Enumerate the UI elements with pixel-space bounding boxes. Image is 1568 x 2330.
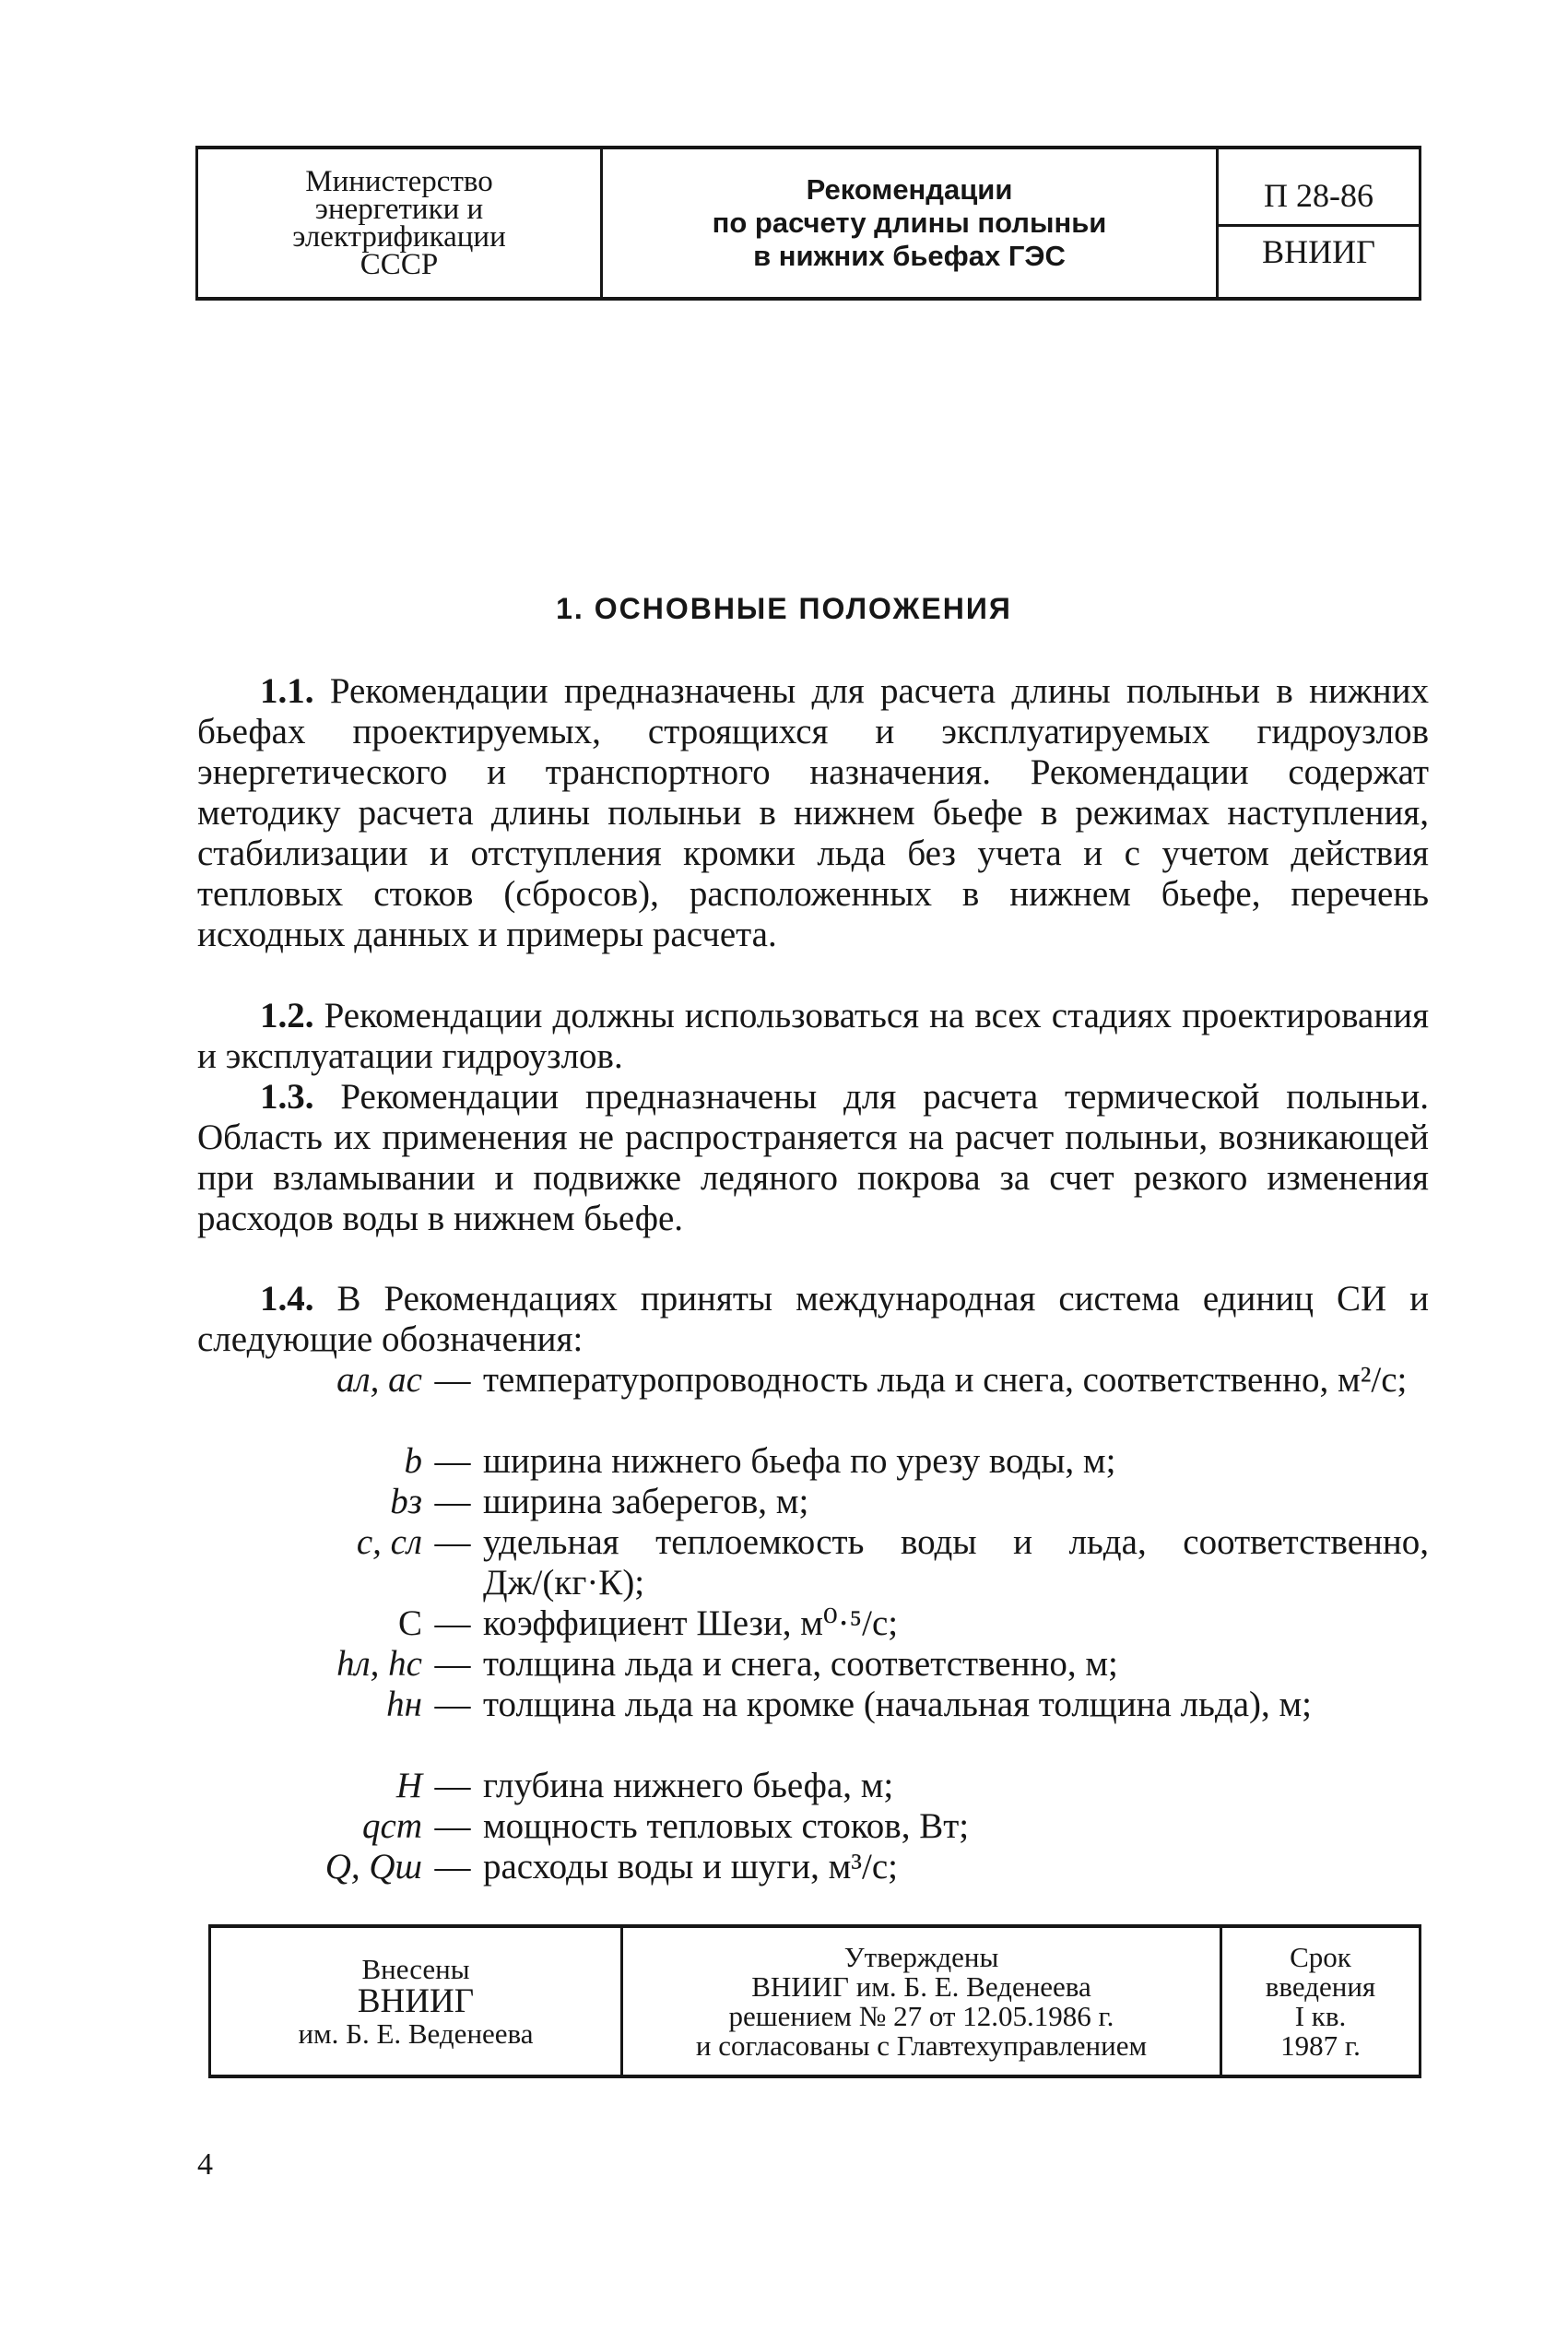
submitted-cell [208, 1928, 623, 2075]
footer-table [208, 1924, 1421, 2078]
approved-cell [623, 1928, 1222, 2075]
document-code: П 28-86 [1219, 176, 1419, 227]
document-code-cell [1219, 149, 1421, 297]
paragraph-text: Рекомендации предназначены для расчета длины полыньи в нижних бьефах проектируемых, строящихся и эксплуатируемых гидроузлов энергетического и транспортного назначения. Рекомендации содержат методику расчета длины полыньи в нижнем бьефе в режимах наступления, стабилизации и отступления кромки льда без учета и с учетом действия тепловых стоков (сбросов), расположенных в нижнем бьефе, перечень исходных данных и примеры расчета. [197, 671, 1429, 954]
ministry-line: Министерство [305, 165, 493, 198]
symbol-description: мощность тепловых стоков, Вт; [483, 1806, 970, 1846]
dash: — [434, 1360, 471, 1400]
paragraph-text: Рекомендации предназначены для расчета термической полыньи. Область их применения не распространяется на расчет полыньи, возникающей при взламывании и подвижке ледяного покрова за счет резкого изменения расходов воды в нижнем бьефе. [197, 1077, 1430, 1238]
symbol: H [395, 1766, 422, 1805]
ministry-line: электрификации [292, 220, 506, 254]
dash: — [434, 1847, 471, 1886]
paragraph-text: В Рекомендациях приняты международная система единиц СИ и следующие обозначения: [197, 1279, 1429, 1359]
document-title-line: в нижних бьефах ГЭС [753, 240, 1066, 272]
symbol-row [197, 1644, 1429, 1685]
term-line: 1987 г. [1280, 2028, 1361, 2062]
symbol-row [197, 1806, 1429, 1847]
submitted-line: Внесены [361, 1952, 470, 1985]
symbol-row [197, 1441, 1429, 1482]
paragraph-text: Рекомендации должны использоваться на всех стадиях проектирования и эксплуатации гидроузлов. [197, 996, 1430, 1076]
submitted-line: ВНИИГ [357, 1981, 475, 2020]
term-line: введения [1265, 1969, 1376, 2003]
paragraph-number: 1.4. [260, 1279, 314, 1319]
page-number: 4 [197, 2147, 213, 2182]
section-title: 1. ОСНОВНЫЕ ПОЛОЖЕНИЯ [556, 592, 1012, 625]
symbol-description: толщина льда и снега, соответственно, м; [483, 1644, 1118, 1684]
paragraph-1-3 [197, 1077, 1429, 1239]
paragraph-number: 1.1. [260, 671, 314, 711]
symbol: Q, Qш [324, 1847, 422, 1886]
ministry-line: СССР [360, 248, 439, 281]
symbol-row [197, 1482, 1429, 1522]
symbol: hн [386, 1685, 422, 1724]
symbol: aл, aс [336, 1360, 422, 1400]
dash: — [434, 1685, 471, 1724]
symbol-row [197, 1522, 1429, 1603]
document-org: ВНИИГ [1262, 232, 1375, 270]
symbol-description: ширина нижнего бьефа по урезу воды, м; [483, 1441, 1116, 1481]
approved-line: ВНИИГ им. Б. Е. Веденеева [751, 1969, 1091, 2003]
header-table [195, 146, 1421, 301]
submitted-line: им. Б. Е. Веденеева [298, 2017, 534, 2050]
document-title-line: по расчету длины полыньи [712, 207, 1107, 239]
paragraph-1-2 [197, 996, 1429, 1077]
ministry-cell [195, 149, 603, 297]
dash: — [434, 1603, 471, 1643]
symbol: b [404, 1441, 422, 1481]
symbol: c, cл [356, 1522, 422, 1562]
dash: — [434, 1482, 471, 1521]
approved-line: и согласованы с Главтехуправлением [695, 2028, 1148, 2062]
symbol-description: глубина нижнего бьефа, м; [483, 1766, 894, 1805]
paragraph-1-1 [197, 671, 1429, 955]
symbol-description: температуропроводность льда и снега, соответственно, м²/с; [483, 1360, 1408, 1400]
symbol-row [197, 1360, 1429, 1401]
term-line: I кв. [1294, 1999, 1347, 2032]
dash: — [434, 1522, 471, 1562]
symbol-row [197, 1685, 1429, 1725]
symbol-description: расходы воды и шуги, м³/с; [483, 1847, 898, 1886]
symbol-description: коэффициент Шези, м⁰·⁵/с; [483, 1603, 899, 1643]
document-title-cell [603, 149, 1219, 297]
symbol-description: удельная теплоемкость воды и льда, соответственно, Дж/(кг·К); [483, 1522, 1429, 1603]
paragraph-1-4 [197, 1279, 1429, 1360]
symbol-row [197, 1766, 1429, 1806]
dash: — [434, 1766, 471, 1805]
document-title-line: Рекомендации [806, 173, 1013, 206]
symbol: qст [362, 1806, 422, 1846]
ministry-line: энергетики и [314, 193, 484, 226]
approved-line: Утверждены [843, 1940, 999, 1973]
symbol-description: ширина заберегов, м; [483, 1482, 809, 1521]
dash: — [434, 1806, 471, 1846]
term-cell [1222, 1928, 1421, 2075]
approved-line: решением № 27 от 12.05.1986 г. [728, 1999, 1114, 2032]
term-line: Срок [1290, 1940, 1351, 1973]
symbol-row [197, 1603, 1429, 1644]
paragraph-number: 1.2. [260, 996, 314, 1035]
symbol: C [397, 1603, 422, 1643]
dash: — [434, 1441, 471, 1481]
paragraph-number: 1.3. [260, 1077, 314, 1117]
symbol: hл, hс [336, 1644, 422, 1684]
dash: — [434, 1644, 471, 1684]
symbol-description: толщина льда на кромке (начальная толщина льда), м; [483, 1685, 1313, 1724]
symbol: bз [390, 1482, 422, 1521]
symbol-row [197, 1847, 1429, 1887]
